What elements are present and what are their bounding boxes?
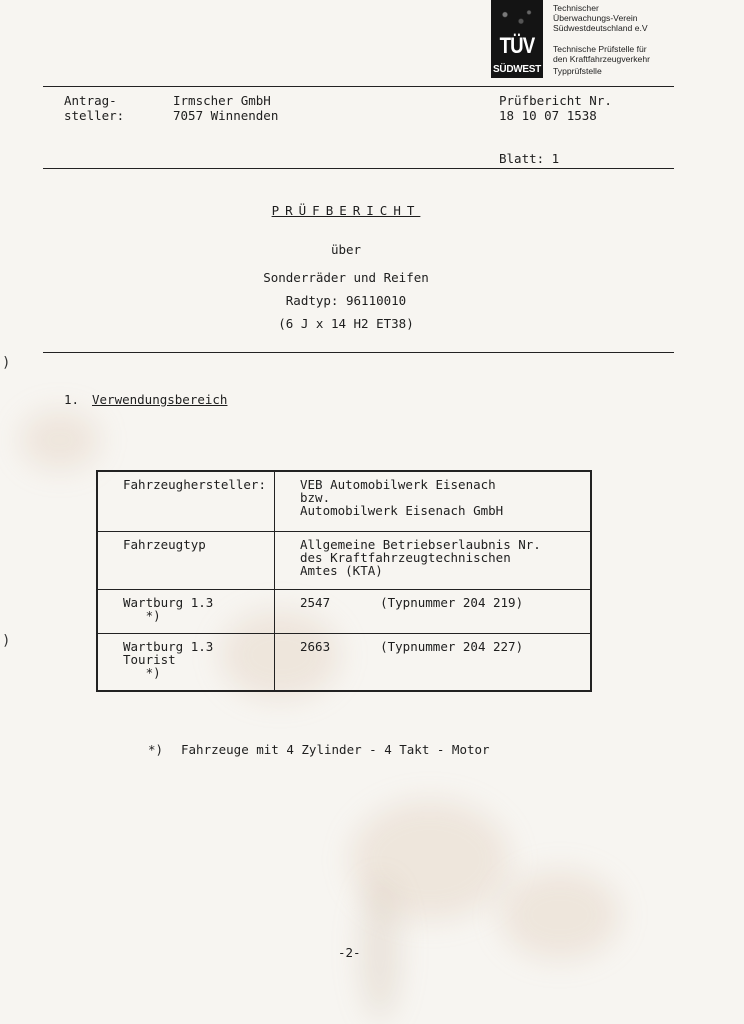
applicant-label-1: Antrag- bbox=[64, 93, 117, 108]
footnote-text: Fahrzeuge mit 4 Zylinder - 4 Takt - Motor bbox=[181, 742, 490, 757]
org-name-line: Technischer bbox=[553, 3, 599, 13]
table-cell: Wartburg 1.3 *) bbox=[97, 589, 275, 633]
report-number: 18 10 07 1538 bbox=[499, 108, 597, 123]
title-subject: Sonderräder und Reifen bbox=[263, 270, 429, 285]
scan-mark: ) bbox=[2, 355, 11, 371]
org-name-line: Technische Prüfstelle für bbox=[553, 44, 647, 54]
table-cell: Wartburg 1.3 Tourist *) bbox=[97, 633, 275, 691]
org-name-line: Überwachungs-Verein bbox=[553, 13, 638, 23]
abe-number: 2547 bbox=[300, 594, 331, 610]
applicant-city: 7057 Winnenden bbox=[173, 108, 279, 123]
vehicle-table bbox=[96, 470, 592, 692]
wheel-spec: (6 J x 14 H2 ET38) bbox=[278, 316, 414, 331]
table-row bbox=[97, 633, 591, 691]
table-row bbox=[97, 531, 591, 589]
divider bbox=[43, 168, 674, 169]
page-number: -2- bbox=[338, 945, 361, 960]
section-title: Verwendungsbereich bbox=[92, 392, 228, 407]
org-name-line: Südwestdeutschland e.V bbox=[553, 23, 648, 33]
logo-main-text: TÜV bbox=[499, 33, 535, 58]
logo-sub-text: SÜDWEST bbox=[493, 64, 541, 75]
section-number: 1. bbox=[64, 392, 80, 407]
table-row bbox=[97, 589, 591, 633]
table-cell bbox=[275, 589, 592, 633]
document-title: PRÜFBERICHT bbox=[271, 203, 421, 218]
table-cell: Allgemeine Betriebserlaubnis Nr. des Kraftfahrzeugtechnischen Amtes (KTA) bbox=[275, 531, 592, 589]
table-row bbox=[97, 471, 591, 531]
footnote-marker: *) bbox=[148, 742, 164, 757]
table-cell bbox=[275, 633, 592, 691]
wheel-type: Radtyp: 96110010 bbox=[285, 293, 407, 308]
report-label: Prüfbericht Nr. bbox=[499, 93, 612, 108]
tuv-logo bbox=[491, 0, 543, 78]
org-name-line: Typprüfstelle bbox=[553, 66, 602, 76]
scan-mark: ) bbox=[2, 633, 11, 649]
divider bbox=[43, 86, 674, 87]
sheet-number: Blatt: 1 bbox=[499, 151, 560, 166]
applicant-label-2: steller: bbox=[64, 108, 125, 123]
type-number: (Typnummer 204 219) bbox=[380, 594, 524, 610]
divider bbox=[43, 352, 674, 353]
abe-number: 2663 bbox=[300, 638, 331, 654]
table-cell: Fahrzeugtyp bbox=[97, 531, 275, 589]
table-cell: Fahrzeughersteller: bbox=[97, 471, 275, 531]
org-name-line: den Kraftfahrzeugverkehr bbox=[553, 54, 650, 64]
type-number: (Typnummer 204 227) bbox=[380, 638, 524, 654]
table-cell: VEB Automobilwerk Eisenach bzw. Automobilwerk Eisenach GmbH bbox=[275, 471, 592, 531]
title-over: über bbox=[330, 242, 362, 257]
applicant-name: Irmscher GmbH bbox=[173, 93, 271, 108]
